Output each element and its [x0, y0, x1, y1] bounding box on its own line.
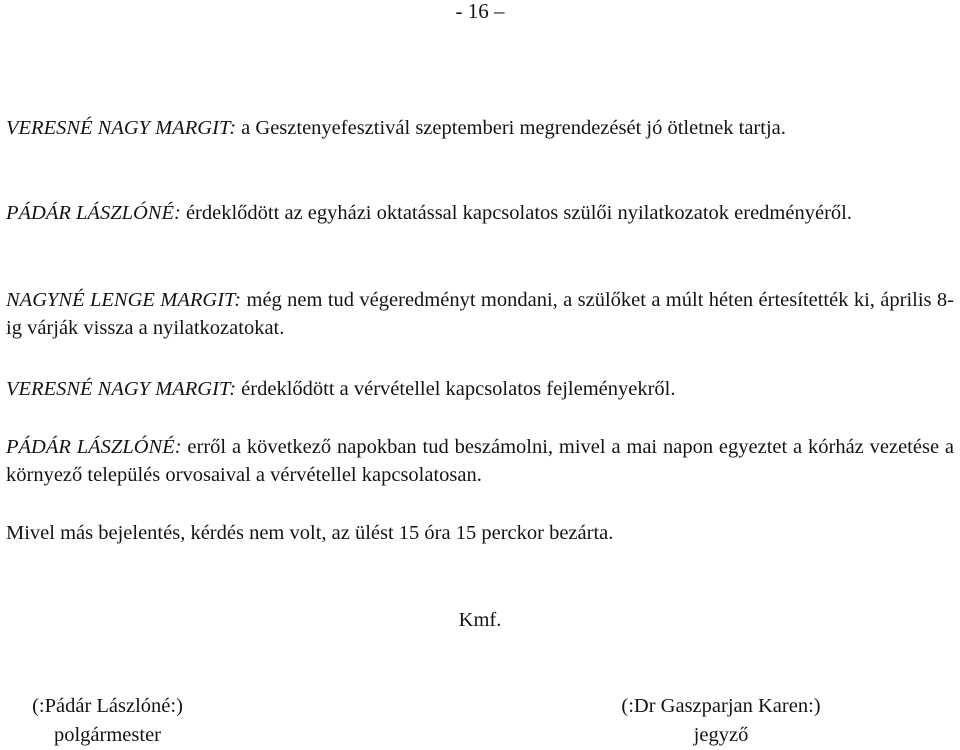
statement-text: érdeklődött a vérvétellel kapcsolatos fejleményekről. [236, 378, 676, 400]
closing-paragraph: Mivel más bejelentés, kérdés nem volt, az ülést 15 óra 15 perckor bezárta. [6, 522, 614, 544]
speaker-name: PÁDÁR LÁSZLÓNÉ: [6, 436, 182, 458]
page-number: - 16 – [455, 0, 505, 23]
signature-title: jegyző [693, 724, 749, 746]
statement-paragraph-3 [6, 286, 954, 342]
speaker-name: VERESNÉ NAGY MARGIT: [6, 378, 237, 400]
speaker-name: PÁDÁR LÁSZLÓNÉ: [6, 202, 181, 224]
speaker-name: NAGYNÉ LENGE MARGIT: [6, 289, 242, 311]
statement-paragraph-2 [6, 199, 954, 227]
statement-text: még nem tud végeredményt mondani, a szülőket a múlt héten értesítették ki, április 8-ig várják vissza a nyilatkozatokat. [6, 289, 954, 339]
speaker-name: VERESNÉ NAGY MARGIT: [6, 117, 237, 139]
signature-block-notary [590, 692, 852, 750]
statement-text: érdeklődött az egyházi oktatással kapcsolatos szülői nyilatkozatok eredményéről. [180, 202, 852, 224]
signature-block-mayor [0, 692, 215, 750]
signature-title: polgármester [53, 724, 161, 746]
statement-paragraph-1 [6, 114, 954, 142]
statement-paragraph-4 [6, 375, 954, 403]
signature-name: (:Pádár Lászlóné:) [32, 695, 183, 717]
signature-name: (:Dr Gaszparjan Karen:) [621, 695, 821, 717]
statement-text: erről a következő napokban tud beszámolni, mivel a mai napon egyeztet a kórház vezetése a környező település orvosaival a vérvétellel kapcsolatosan. [6, 436, 954, 486]
kmf-label: Kmf. [458, 609, 502, 631]
statement-paragraph-5 [6, 433, 954, 489]
statement-text: a Gesztenyefesztivál szeptemberi megrendezését jó ötletnek tartja. [236, 117, 786, 139]
